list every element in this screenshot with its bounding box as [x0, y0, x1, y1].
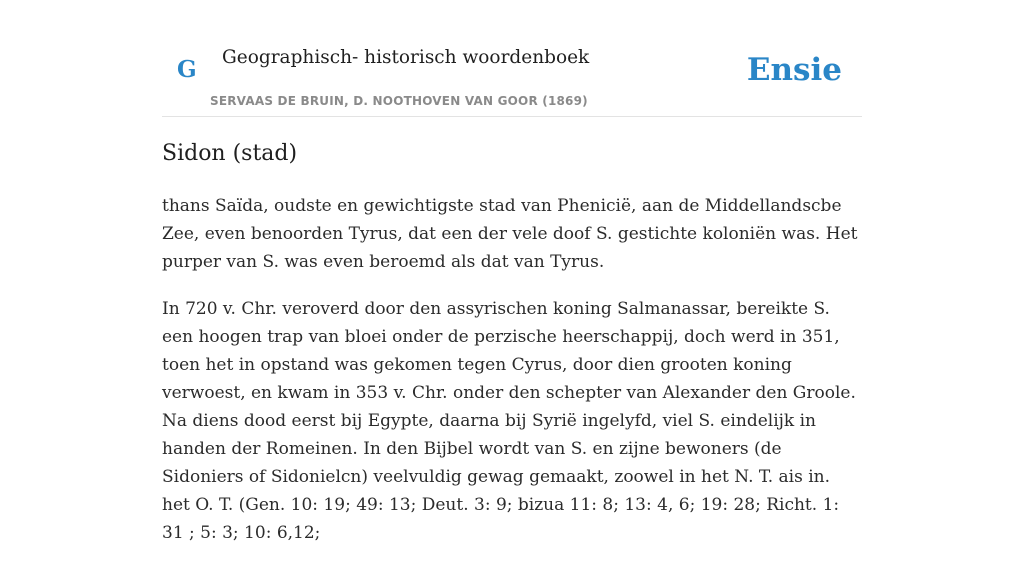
header	[162, 0, 862, 117]
entry-paragraph: In 720 v. Chr. veroverd door den assyrischen koning Salmanassar, bereikte S. een hoogen trap van bloei onder de perzische heerschappij, doch werd in 351, toen het in opstand was gekomen tegen Cyrus, door dien grooten koning verwoest, en kwam in 353 v. Chr. onder den schepter van Alexander den Groole. Na diens dood eerst bij Egypte, daarna bij Syrië ingelyfd, viel S. eindelijk in handen der Romeinen. In den Bijbel wordt van S. en zijne bewoners (de Sidoniers of Sidonielcn) veelvuldig gewag gemaakt, zoowel in het N. T. ais in. het O. T. (Gen. 10: 19; 49: 13; Deut. 3: 9; bizua 11: 8; 13: 4, 6; 19: 28; Richt. 1: 31 ; 5: 3; 10: 6,12;	[162, 299, 856, 543]
dictionary-letter-link[interactable]: G	[177, 56, 197, 83]
entry-body	[162, 192, 862, 566]
page	[162, 0, 862, 543]
entry-title: Sidon (stad)	[162, 141, 298, 166]
ensie-logo[interactable]: Ensie	[746, 52, 842, 88]
dictionary-title-link[interactable]: Geographisch- historisch woordenboek	[222, 47, 590, 68]
entry-paragraph: thans Saïda, oudste en gewichtigste stad van Phenicië, aan de Middellandscbe Zee, even benoorden Tyrus, dat een der vele doof S. gestichte koloniën was. Het purper van S. was even beroemd als dat van Tyrus.	[162, 196, 858, 272]
dictionary-authors: SERVAAS DE BRUIN, D. NOOTHOVEN VAN GOOR (1869)	[210, 94, 588, 108]
